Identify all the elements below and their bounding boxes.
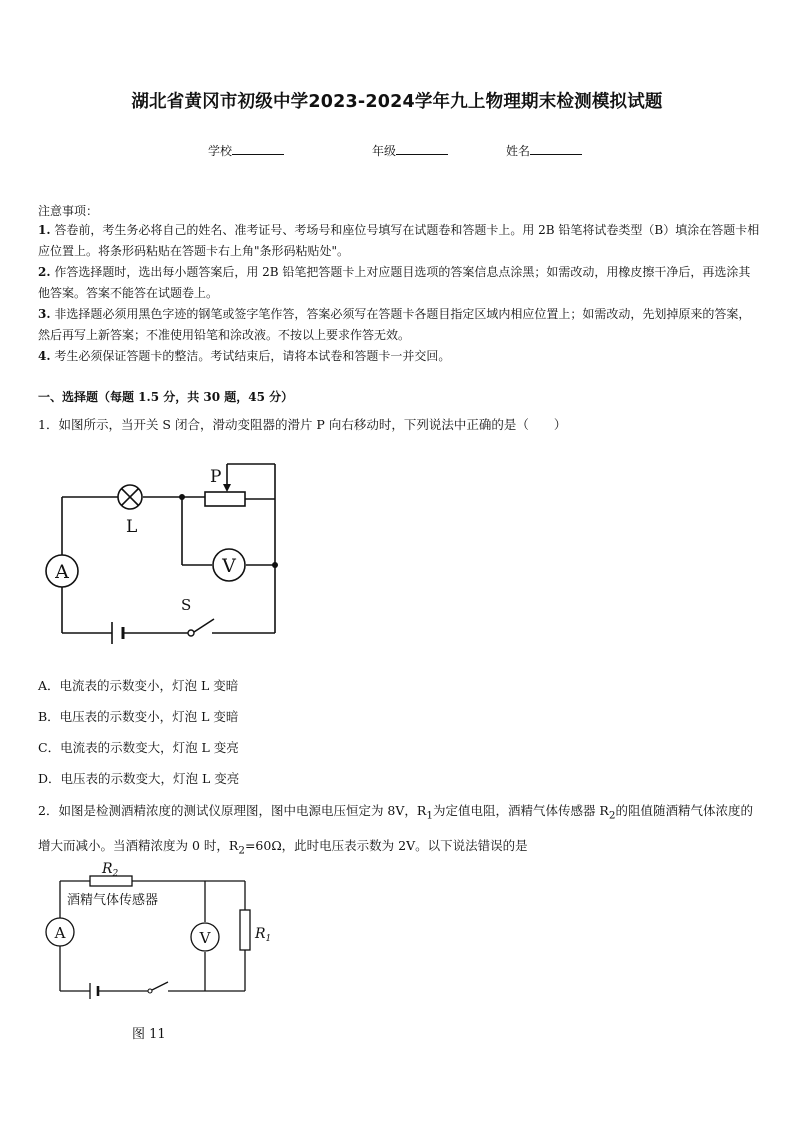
voltmeter-label: V: [199, 929, 211, 947]
grade-label: 年级: [372, 144, 397, 158]
fixed-resistor-icon: [240, 910, 250, 950]
option-a: A．电流表的示数变小，灯泡 L 变暗: [38, 678, 239, 693]
stem-text: 2．如图是检测酒精浓度的测试仪原理图，图中电源电压恒定为 8V，R: [38, 803, 427, 818]
notice-number: 1.: [38, 223, 51, 237]
sensor-resistor-icon: [90, 876, 132, 886]
stem-text: 的阻值随酒精气体浓度的增大而减小。当酒精浓度为 0 时，R: [38, 803, 753, 853]
ammeter-label: A: [55, 561, 69, 583]
option-c: C．电流表的示数变大，灯泡 L 变亮: [38, 740, 239, 755]
option-b: B．电压表的示数变小，灯泡 L 变暗: [38, 709, 239, 724]
slider-label: P: [210, 467, 222, 487]
notice-number: 2.: [38, 265, 51, 279]
figure-caption: 图 11: [132, 1027, 166, 1042]
voltmeter-label: V: [222, 555, 236, 577]
switch-icon: [148, 982, 168, 993]
stem-text: =60Ω，此时电压表示数为 2V。以下说法错误的是: [244, 837, 528, 853]
sensor-label: 酒精气体传感器: [67, 893, 159, 908]
notice-text: 考生必须保证答题卡的整洁。考试结束后，请将本试卷和答题卡一并交回。: [50, 349, 451, 363]
ammeter-label: A: [54, 924, 66, 942]
subscript: 1: [426, 809, 433, 822]
section-heading: 一、选择题（每题 1.5 分，共 30 题，45 分）: [38, 390, 294, 404]
notice-number: 4.: [38, 349, 51, 363]
notice-heading: 注意事项：: [38, 204, 99, 218]
notice-text: 非选择题必须用黑色字迹的钢笔或签字笔作答，答案必须写在答题卡各题目指定区域内相应位置上；如需改动，先划掉原来的答案，然后再写上新答案；不准使用铅笔和涂改液。不按以上要求作答无效。: [38, 307, 751, 342]
r1-label: $R_1$: [255, 926, 272, 944]
subscript: 2: [608, 809, 616, 822]
r2-label: $R_2$: [102, 861, 119, 879]
stem-text: 为定值电阻，酒精气体传感器 R: [432, 803, 609, 818]
subscript: 2: [238, 844, 245, 856]
switch-label: S: [181, 596, 192, 614]
notice-number: 3.: [38, 307, 51, 321]
battery-icon: [90, 983, 98, 999]
ammeter-icon: [46, 918, 74, 946]
lamp-label: L: [126, 517, 138, 537]
notice-text: 作答选择题时，选出每小题答案后，用 2B 铅笔把答题卡上对应题目选项的答案信息点涂黑；如需改动，用橡皮擦干净后，再选涂其他答案。答案不能答在试题卷上。: [38, 265, 751, 300]
voltmeter-icon: [191, 923, 219, 951]
page-title: 湖北省黄冈市初级中学2023-2024学年九上物理期末检测模拟试题: [131, 92, 663, 112]
name-label: 姓名: [506, 144, 531, 158]
school-label: 学校: [208, 144, 233, 158]
question-1-stem: 1．如图所示，当开关 S 闭合，滑动变阻器的滑片 P 向右移动时，下列说法中正确的是（ ）: [38, 417, 567, 432]
notice-text: 答卷前，考生务必将自己的姓名、准考证号、考场号和座位号填写在试题卷和答题卡上。用 2B 铅笔将试卷类型（B）填涂在答题卡相应位置上。将条形码粘贴在答题卡右上角"条形码粘贴处"。: [38, 223, 760, 258]
option-d: D．电压表的示数变大，灯泡 L 变亮: [38, 771, 240, 786]
